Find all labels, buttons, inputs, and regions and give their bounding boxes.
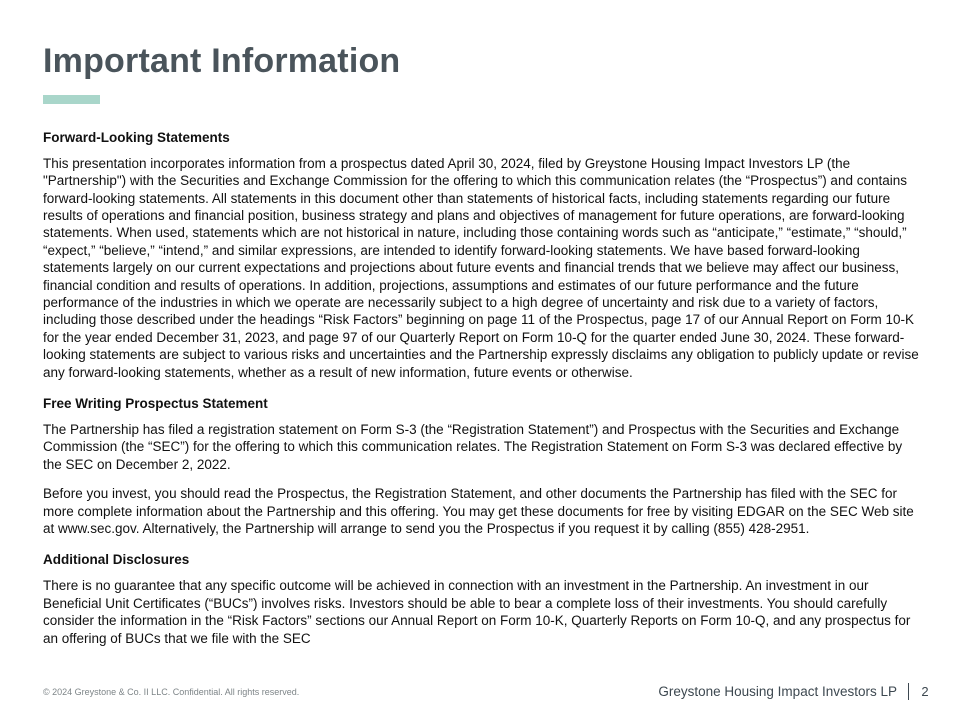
title-accent-bar bbox=[43, 95, 100, 104]
section-paragraph: Before you invest, you should read the Prospectus, the Registration Statement, and other documents the Partnership has filed with the SEC for more complete information about the Partnership and this offering. You may get these documents for free by visiting EDGAR on the SEC Web site at www.sec.gov. Alternatively, the Partnership will arrange to send you the Prospectus if you request it by calling (855) 428-2951. bbox=[43, 486, 914, 536]
section-additional-disclosures bbox=[43, 552, 919, 647]
company-name: Greystone Housing Impact Investors LP bbox=[658, 684, 897, 699]
section-free-writing-prospectus bbox=[43, 396, 919, 537]
section-heading: Forward-Looking Statements bbox=[43, 129, 230, 145]
section-paragraph: This presentation incorporates information from a prospectus dated April 30, 2024, filed by Greystone Housing Impact Investors LP (the "Partnership") with the Securities and Exchange Commission for the offering to which this communication relates (the “Prospectus”) and contains forward-looking statements. All statements in this document other than statements of historical facts, including statements regarding our future results of operations and financial position, business strategy and plans and objectives of management for future operations, are forward-looking statements. When used, statements which are not historical in nature, including those containing words such as “anticipate,” “estimate,” “should,” “expect,” “believe,” “intend,” and similar expressions, are intended to identify forward-looking statements. We have based forward-looking statements largely on our current expectations and projections about future events and financial trends that we believe may affect our business, financial condition and results of operations. In addition, projections, assumptions and estimates of our future performance and the future performance of the industries in which we operate are necessarily subject to a high degree of uncertainty and risk due to a variety of factors, including those described under the headings “Risk Factors” beginning on page 11 of the Prospectus, page 17 of our Annual Report on Form 10-K for the year ended December 31, 2023, and page 97 of our Quarterly Report on Form 10-Q for the quarter ended June 30, 2024. These forward-looking statements are subject to various risks and uncertainties and the Partnership expressly disclaims any obligation to publicly update or revise any forward-looking statements, whether as a result of new information, future events or otherwise. bbox=[43, 155, 919, 380]
footer-divider bbox=[908, 683, 909, 700]
page-number: 2 bbox=[921, 684, 929, 699]
section-paragraph: The Partnership has filed a registration statement on Form S-3 (the “Registration Statement”) and Prospectus with the Securities and Exchange Commission (the “SEC”) for the offering to which this communication relates. The Registration Statement on Form S-3 was declared effective by the SEC on December 2, 2022. bbox=[43, 421, 903, 472]
slide-body bbox=[43, 130, 919, 647]
section-heading: Additional Disclosures bbox=[43, 552, 190, 568]
footer-right-group bbox=[658, 683, 930, 700]
copyright-text: © 2024 Greystone & Co. II LLC. Confidential. All rights reserved. bbox=[43, 686, 300, 697]
slide-footer bbox=[43, 683, 930, 700]
section-paragraph: There is no guarantee that any specific outcome will be achieved in connection with an investment in the Partnership. An investment in our Beneficial Unit Certificates (“BUCs”) involves risks. Investors should be able to bear a complete loss of their investments. You should carefully consider the information in the “Risk Factors” sections our Annual Report on Form 10-K, Quarterly Reports on Form 10-Q, and any prospectus for an offering of BUCs that we file with the SEC bbox=[43, 578, 911, 646]
section-heading: Free Writing Prospectus Statement bbox=[43, 395, 268, 411]
section-forward-looking-statements bbox=[43, 130, 919, 381]
page-title: Important Information bbox=[43, 42, 401, 80]
